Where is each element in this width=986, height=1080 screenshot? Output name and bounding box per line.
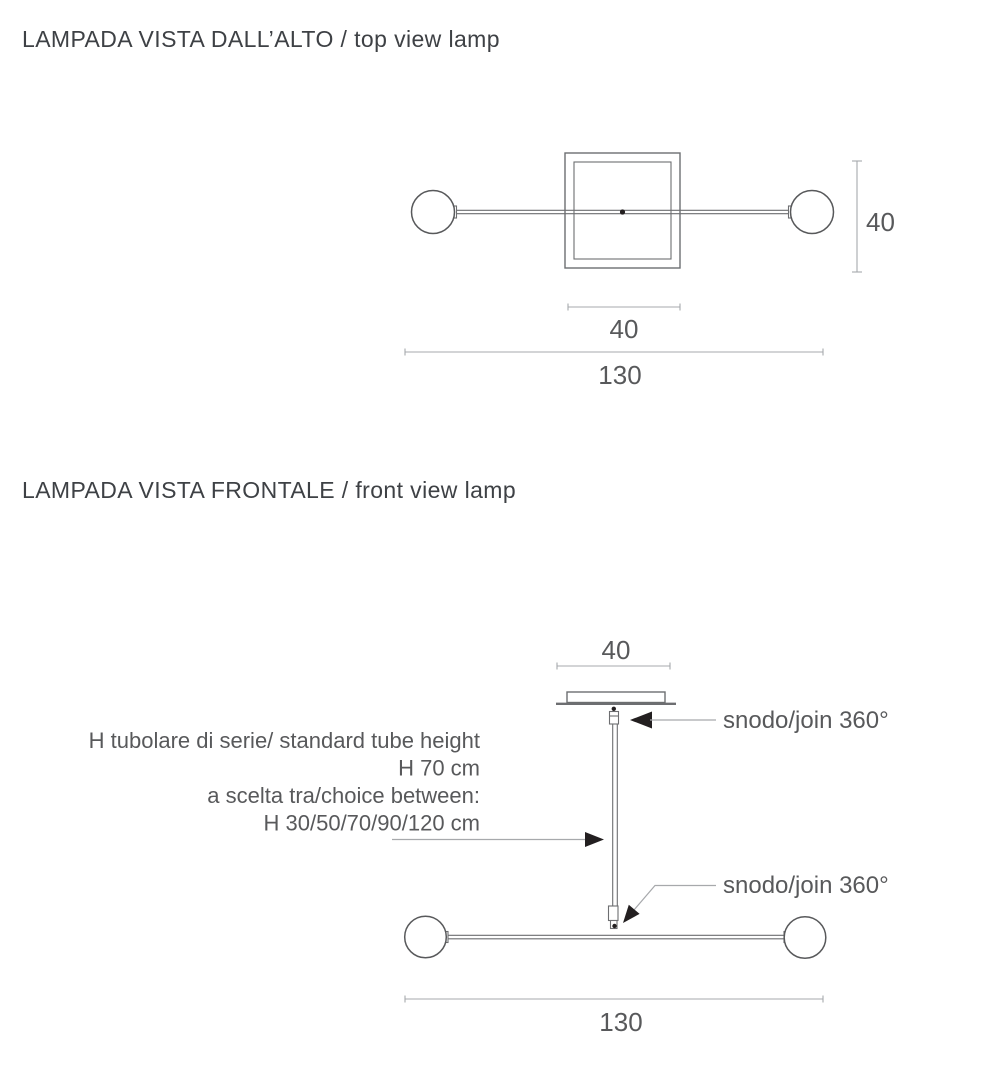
- joint-label: snodo/join 360°: [723, 872, 889, 899]
- top-canopy-center-dot: [620, 209, 625, 214]
- front-dim-canopy-width: [557, 635, 670, 670]
- front-bottom-joint-dot: [612, 924, 616, 928]
- note-line: a scelta tra/choice between:: [207, 783, 480, 808]
- dim-value: 40: [601, 635, 631, 665]
- front-dim-total-width: [405, 996, 823, 1038]
- top-view-diagram: [405, 153, 895, 390]
- front-view-title: LAMPADA VISTA FRONTALE / front view lamp: [22, 477, 517, 503]
- joint-label: snodo/join 360°: [723, 707, 889, 734]
- callout-leader-line: [634, 886, 716, 911]
- front-right-sphere: [784, 917, 826, 959]
- dim-value: 40: [609, 314, 639, 344]
- top-dim-canopy-width: [568, 304, 680, 345]
- front-view-diagram: [89, 635, 889, 1037]
- top-dim-total-width: [405, 349, 823, 391]
- front-top-joint-sleeve: [610, 712, 619, 725]
- dim-value: 130: [598, 360, 642, 390]
- front-top-joint-dot: [612, 707, 616, 711]
- dim-value: 130: [599, 1007, 643, 1037]
- front-canopy-body: [567, 692, 665, 703]
- note-line: H 30/50/70/90/120 cm: [263, 810, 480, 836]
- tube-height-note: [89, 728, 604, 847]
- arrow-right-icon: [585, 832, 604, 847]
- arrow-down-left-icon: [623, 905, 640, 923]
- arrow-left-icon: [630, 712, 652, 729]
- top-view-title: LAMPADA VISTA DALL’ALTO / top view lamp: [22, 26, 500, 52]
- top-dim-sphere-height: [852, 161, 895, 272]
- dim-value: 40: [866, 207, 895, 237]
- front-bottom-joint-callout: [623, 872, 889, 923]
- note-line: H tubolare di serie/ standard tube height: [88, 728, 480, 753]
- front-left-sphere: [405, 916, 447, 958]
- front-bottom-joint-sleeve: [609, 906, 619, 921]
- top-right-sphere: [791, 191, 834, 234]
- front-top-joint-callout: [630, 707, 889, 734]
- note-line: H 70 cm: [398, 755, 480, 781]
- top-left-sphere: [412, 191, 455, 234]
